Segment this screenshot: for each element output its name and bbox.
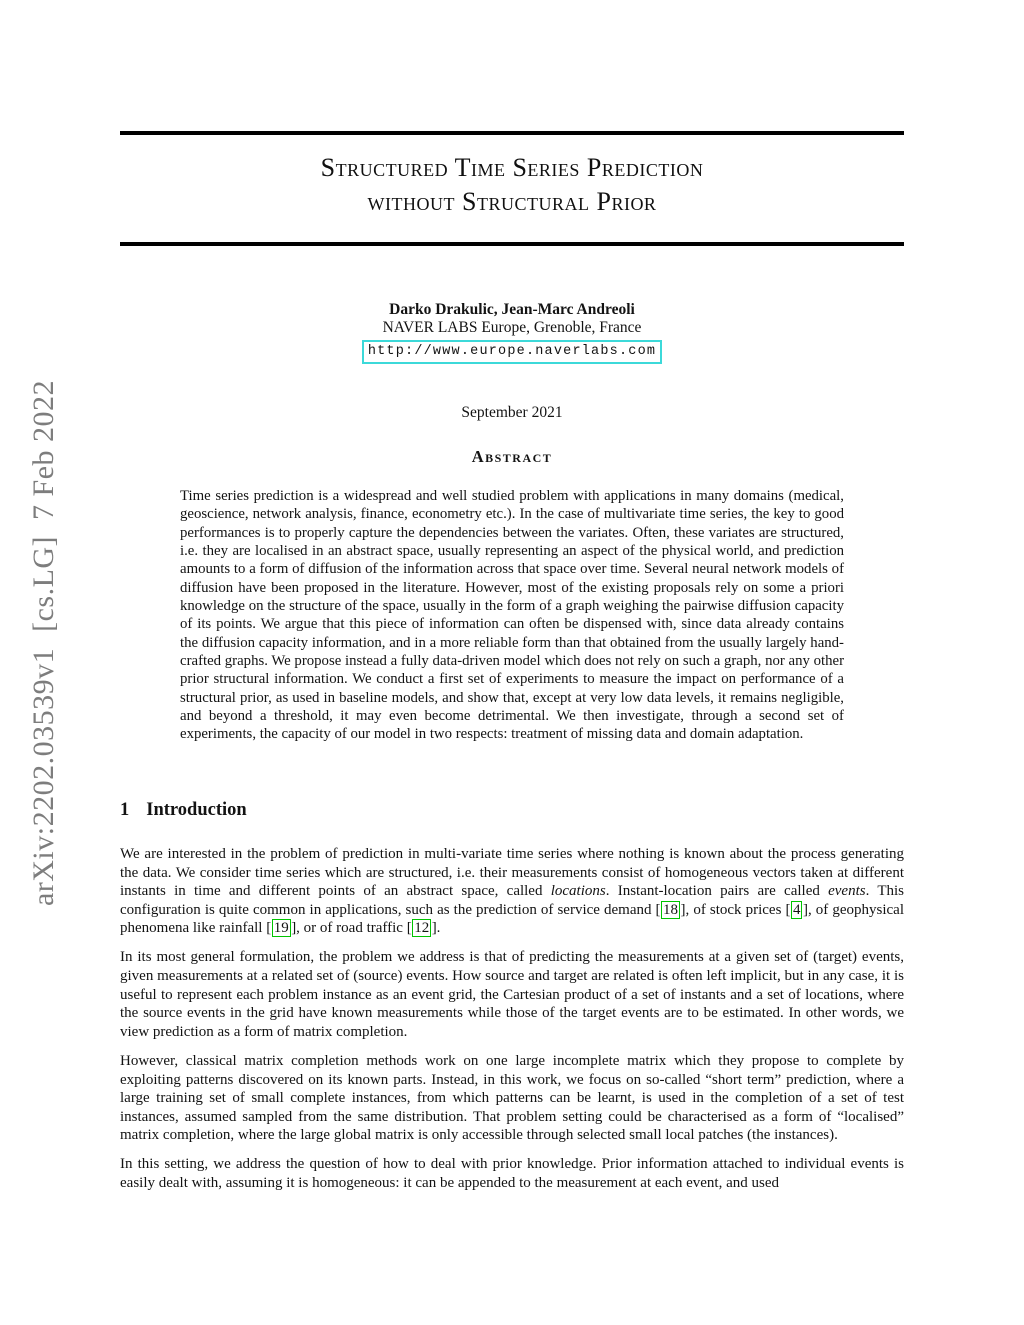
author-block [120,301,904,364]
citation-link[interactable]: 18 [663,901,679,918]
paper-title-line2: without Structural Prior [367,187,657,216]
emphasized-term: locations [550,883,606,900]
section-heading-introduction [120,800,904,821]
author-affiliation: NAVER LABS Europe, Grenoble, France [382,319,642,336]
abstract-heading: Abstract [471,447,553,466]
section-title: Introduction [146,800,247,820]
intro-paragraph-3: However, classical matrix completion methods work on one large incomplete matrix which they propose to complete by exploiting patterns discovered on its known parts. Instead, in this work, we focus on so-called “short term” prediction, where a large training set of small complete instances, from which patterns can be learnt, is used in the completion of a set of test instances, assumed sampled from the same distribution. That problem setting could be characterised as a form of “localised” matrix completion, where the large global matrix is only accessible through selected small local patches (the instances). [120,1052,904,1144]
citation-link[interactable]: 19 [273,920,289,937]
intro-paragraph-4: In this setting, we address the question of how to deal with prior knowledge. Prior information attached to individual events is easily dealt with, assuming it is homogeneous: it can be appended to the measurement at each event, and used [120,1156,904,1191]
citation-link[interactable]: 12 [414,920,430,937]
author-names: Darko Drakulic, Jean-Marc Andreoli [389,301,635,318]
title-rule-bottom [120,242,904,246]
section-number: 1 [120,800,130,820]
arxiv-watermark: arXiv:2202.03539v1 [cs.LG] 7 Feb 2022 [27,379,60,907]
intro-paragraph-1: We are interested in the problem of prediction in multi-variate time series where nothing is known about the process generating the data. We consider time series which are structured, i.e. their measurements consist of homogeneous vectors taken at different instants in time and different points of an abstract space, called locations. Instant-location pairs are called events. This configuration is quite common in applications, such as the prediction of service demand [ 18 ], of stock prices [ 4 ], of geophysical phenomena like rainfall [ 19 ], or of road traffic [ 12 ]. [120,846,904,937]
title-rule-top [120,131,904,135]
website-link[interactable]: http://www.europe.naverlabs.com [362,340,662,364]
introduction-body [120,845,904,1203]
intro-paragraph-2: In its most general formulation, the problem we address is that of predicting the measurements at a given set of (target) events, given measurements at a related set of (source) events. How source and target are related is often left implicit, but in any case, it is useful to represent each problem instance as an event grid, the Cartesian product of a set of instants and a set of locations, where the source events in the grid have known measurements while those of the target events are to be estimated. In other words, we view prediction as a form of matrix completion. [120,949,904,1040]
paper-title-line1: Structured Time Series Prediction [320,153,704,182]
emphasized-term: events [828,883,866,900]
date-line: September 2021 [461,404,563,421]
abstract-text: Time series prediction is a widespread and well studied problem with applications in many domains (medical, geoscience, network analysis, finance, econometry etc.). In the case of multivariate time series, the key to good performances is to properly capture the dependencies between the variates. Often, these variates are structured, i.e. they are localised in an abstract space, usually representing an aspect of the physical world, and prediction amounts to a form of diffusion of the information across that space over time. Several neural network models of diffusion have been proposed in the literature. However, most of the existing proposals rely on some a priori knowledge on the structure of the space, usually in the form of a graph weighing the pairwise diffusion capacity of its points. We argue that this piece of information can often be dispensed with, since data already contains the diffusion capacity information, and in a more reliable form than that obtained from the usually largely hand-crafted graphs. We propose instead a fully data-driven model which does not rely on such a graph, nor any other prior structural information. We conduct a first set of experiments to measure the impact on performance of a structural prior, as used in baseline models, and show that, except at very low data levels, it remains negligible, and beyond a threshold, it may even become detrimental. We then investigate, through a second set of experiments, the capacity of our model in two respects: treatment of missing data and domain adaptation. [180,488,844,743]
paper-title [120,151,904,219]
citation-link[interactable]: 4 [792,901,801,918]
